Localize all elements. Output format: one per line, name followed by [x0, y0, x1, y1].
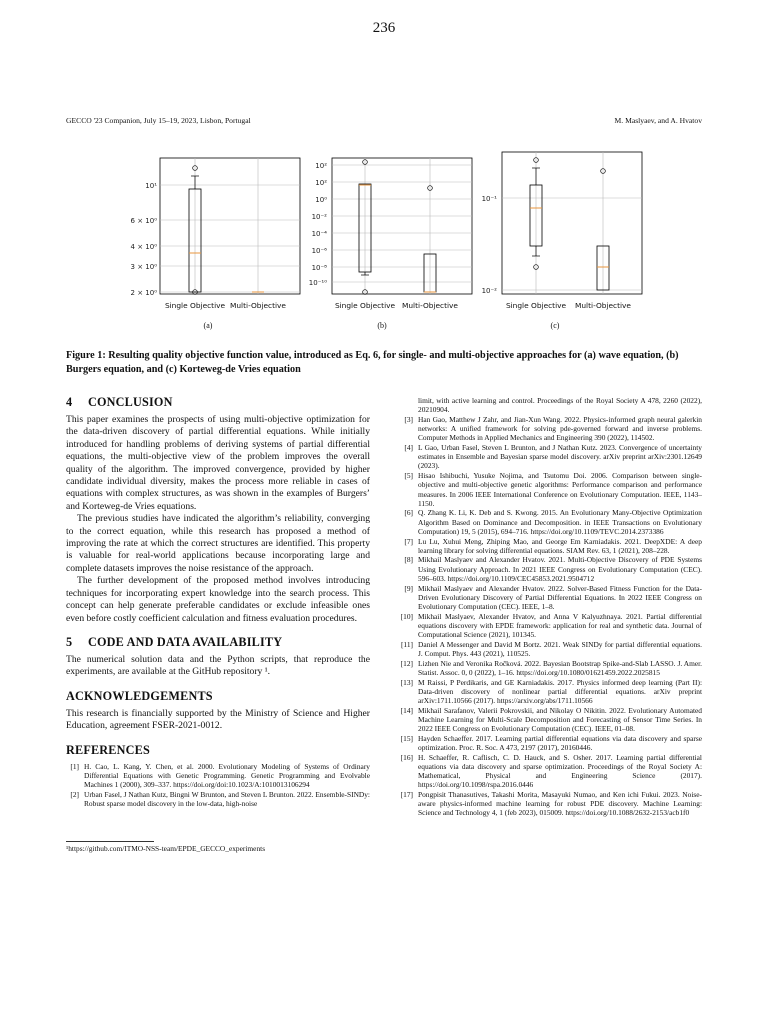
reference-7: [7] Lu Lu, Xuhui Meng, Zhiping Mao, and George Em Karniadakis. 2021. DeepXDE: A deep learning library for solving differential equations. SIAM Rev. 63, 1 (2021), 208–228.	[404, 536, 702, 555]
heading-references: REFERENCES	[66, 742, 150, 757]
ytick-a-1: 6 × 10⁰	[130, 217, 157, 225]
subfigure-label-a: (a)	[203, 321, 213, 330]
section-references	[66, 743, 370, 809]
heading-acknowledgements: ACKNOWLEDGEMENTS	[66, 688, 213, 703]
boxplot-c	[457, 150, 657, 320]
running-head-right: M. Maslyaev, and A. Hvatov	[614, 116, 702, 125]
section-acknowledgements	[66, 689, 370, 733]
reference-12: [12] Lizhen Nie and Veronika Ročková. 2022. Bayesian Bootstrap Spike-and-Slab LASSO. J. Amer. Statist. Assoc. 0, 0 (2022), 1–16. https://doi.org/10.1080/01621459.2022.2025815	[400, 658, 702, 677]
subfigure-label-b: (b)	[377, 321, 387, 330]
ytick-b-1: 10²	[315, 179, 327, 187]
ytick-b-5: 10⁻⁶	[311, 247, 327, 255]
ytick-b-6: 10⁻⁸	[311, 264, 327, 272]
reference-16: [16] H. Schaeffer, R. Caflisch, C. D. Hauck, and S. Osher. 2017. Learning partial differential equations via data discovery and sparse optimization. Proceedings of the Royal Society A: Mathematical, Physical and Engineering Science (2017). https://doi.org/10.1098/rspa.2016.0446	[400, 752, 702, 790]
footnote-rule	[66, 841, 154, 842]
figure-caption: Figure 1: Resulting quality objective function value, introduced as Eq. 6, for single- and multi-objective approaches for (a) wave equation, (b) Burgers equation, and (c) Korteweg-de Vries equation	[66, 350, 679, 375]
reference-1: [1] H. Cao, L. Kang, Y. Chen, et al. 2000. Evolutionary Modeling of Systems of Ordinary Differential Equations with Genetic Programming. Genetic Programming and Evolvable Machines 1 (2000), 309–337. https://doi.org/doi:10.1023/A:1010013106294	[70, 761, 370, 789]
ack-paragraph: This research is financially supported by the Ministry of Science and Higher Education, agreement FSER-2021-0012.	[66, 707, 370, 732]
xtick-c-single: Single Objective	[505, 301, 567, 310]
reference-2-continuation: limit, with active learning and control. Proceedings of the Royal Society A 478, 2260 (2022), 20210904.	[418, 396, 702, 415]
section-code-availability	[66, 635, 370, 679]
conclusion-paragraph-3: The further development of the proposed method involves introducing techniques for incorporating expert knowledge into the search process. This concept can help generate preferable candidates or exclude infeasible ones even before costly coefficient calculation and fitness evaluation procedures.	[66, 575, 370, 624]
xtick-b-single: Single Objective	[334, 301, 396, 310]
xtick-c-multi: Multi-Objective	[575, 301, 631, 310]
reference-8: [8] Mikhail Maslyaev and Alexander Hvatov. 2021. Multi-Objective Discovery of PDE Systems Using Evolutionary Approach. In 2021 IEEE Congress on Evolutionary Computation (CEC). 596–603. https://doi.org/10.1109/CEC45853.2021.9504712	[404, 555, 702, 583]
reference-10: [10] Mikhail Maslyaev, Alexander Hvatov, and Anna V Kalyuzhnaya. 2021. Partial differential equations discovery with EPDE framework: application for real and synthetic data. Journal of Computational Science (2021), 101345.	[400, 611, 702, 640]
reference-13: [13] M Raissi, P Perdikaris, and GE Karniadakis. 2017. Physics informed deep learning (Part II): Data-driven discovery of nonlinear partial differential equations. arXiv preprint arXiv:1711.10566 (2017). https://arxiv.org/abs/1711.10566	[400, 677, 702, 705]
running-head-left: GECCO '23 Companion, July 15–19, 2023, Lisbon, Portugal	[66, 116, 251, 125]
section-conclusion	[66, 395, 370, 625]
reference-9: [9] Mikhail Maslyaev and Alexander Hvatov. 2022. Solver-Based Fitness Function for the Data-Driven Evolutionary Discovery of Partial Differential Equations. In 2022 IEEE Congress on Evolutionary Computation (CEC). IEEE, 1–8.	[404, 583, 702, 611]
subfigure-label-c: (c)	[550, 321, 560, 330]
conclusion-paragraph-1: This paper examines the prospects of using multi-objective optimization for the data-driven discovery of partial differential equations. While initially introduced for handling problems of deriving systems of partial differential equations, the multi-objective view of the problem improves the overall quality of the algorithm. The improved convergence, provided by higher candidate individual diversity, makes the process more reliable in cases of equations with complex structures, as was shown in the examples of Burgers’ and Korteweg-de Vries equations.	[66, 414, 370, 512]
ytick-c-0: 10⁻¹	[481, 195, 497, 203]
reference-17: [17] Pongpisit Thanasutives, Takashi Morita, Masayuki Numao, and Ken ichi Fukui. 2023. Noise-aware physics-informed machine learning for robust PDE discovery. Machine Learning: Science and Technology 4, 1 (feb 2023), 015009. https://doi.org/10.1088/2632-2153/acb1f0	[400, 790, 702, 818]
ytick-a-3: 3 × 10⁰	[130, 263, 157, 271]
conclusion-paragraph-2: The previous studies have indicated the algorithm’s reliability, converging to the correct equation, while this research has proposed a method of improving the rate at which the correct structures are identified. This property is valuable for real-world applications because incorporating large and complete datasets improves the noise resistance of the approach.	[66, 513, 370, 574]
ytick-b-3: 10⁻²	[311, 213, 327, 221]
boxplot-a	[115, 150, 315, 320]
ytick-b-0: 10²	[315, 162, 327, 170]
figure-panel-c	[457, 150, 657, 325]
reference-5: [5] Hisao Ishibuchi, Yusuke Nojima, and Tsutomu Doi. 2006. Comparison between single-objective and multi-objective genetic algorithms: Performance comparison and performance measures. In 2006 IEEE International Conference on Evolutionary Computation. IEEE, 1143–1150.	[404, 471, 702, 508]
reference-4: [4] L Gao, Urban Fasel, Steven L Brunton, and J Nathan Kutz. 2023. Convergence of uncertainty estimates in Ensemble and Bayesian sparse model discovery. arXiv preprint arXiv:2301.12649 (2023).	[404, 443, 702, 471]
footnote-github-link[interactable]: ¹https://github.com/ITMO-NSS-team/EPDE_GECCO_experiments	[66, 844, 266, 853]
heading-code-availability: 5 CODE AND DATA AVAILABILITY	[66, 634, 283, 649]
right-column	[400, 396, 702, 818]
reference-15: [15] Hayden Schaeffer. 2017. Learning partial differential equations via data discovery and sparse optimization. Proc. R. Soc. A 473, 2197 (2017), 20160446.	[400, 733, 702, 753]
ytick-a-2: 4 × 10⁰	[130, 243, 157, 251]
reference-14: [14] Mikhail Sarafanov, Valerii Pokrovskii, and Nikolay O Nikitin. 2022. Evolutionary Automated Machine Learning for Multi-Scale Decomposition and Forecasting of Sensor Time Series. In 2022 IEEE Congress on Evolutionary Computation (CEC). IEEE, 01–08.	[400, 705, 702, 734]
ytick-b-2: 10⁰	[315, 196, 327, 204]
reference-11: [11] Daniel A Messenger and David M Bortz. 2021. Weak SINDy for partial differential equations. J. Comput. Phys. 443 (2021), 110525.	[400, 639, 702, 658]
left-column	[66, 395, 370, 809]
ytick-a-4: 2 × 10⁰	[130, 289, 157, 297]
code-paragraph: The numerical solution data and the Python scripts, that reproduce the experiments, are available at the GitHub repository ¹.	[66, 653, 370, 678]
reference-6: [6] Q. Zhang K. Li, K. Deb and S. Kwong. 2015. An Evolutionary Many-Objective Optimization Algorithm Based on Dominance and Decomposition. in IEEE Transactions on Evolutionary Computation) 19, 5 (2015), 694–716. https://doi.org/10.1109/TEVC.2014.2373386	[404, 508, 702, 536]
xtick-b-multi: Multi-Objective	[402, 301, 458, 310]
reference-3: [3] Han Gao, Matthew J Zahr, and Jian-Xun Wang. 2022. Physics-informed graph neural galerkin networks: A unified framework for solving pde-governed forward and inverse problems. Computer Methods in Applied Mechanics and Engineering 390 (2022), 114502.	[404, 414, 702, 443]
reference-2: [2] Urban Fasel, J Nathan Kutz, Bingni W Brunton, and Steven L Brunton. 2022. Ensemble-SINDy: Robust sparse model discovery in the low-data, high-noise	[70, 789, 370, 808]
ytick-c-1: 10⁻²	[481, 287, 497, 295]
page-number: 236	[372, 20, 396, 36]
ytick-b-7: 10⁻¹⁰	[308, 279, 327, 287]
xtick-a-multi: Multi-Objective	[230, 301, 286, 310]
figure-panel-a	[115, 150, 315, 325]
ytick-a-0: 10¹	[145, 182, 157, 190]
heading-conclusion: 4 CONCLUSION	[66, 395, 173, 409]
ytick-b-4: 10⁻⁴	[311, 230, 327, 238]
xtick-a-single: Single Objective	[164, 301, 226, 310]
